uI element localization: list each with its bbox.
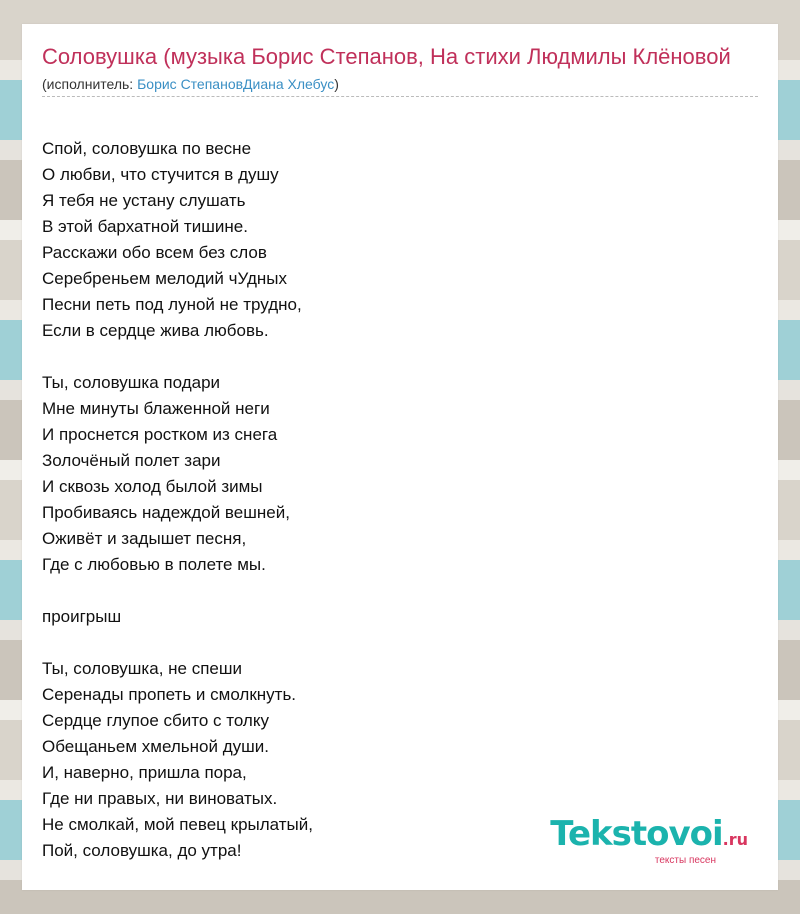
song-header [42, 42, 758, 97]
lyric-line: Не смолкай, мой певец крылатый, [42, 815, 313, 834]
lyric-line: О любви, что стучится в душу [42, 165, 279, 184]
lyric-line: Пробиваясь надеждой вешней, [42, 503, 290, 522]
lyric-line: Оживёт и задышет песня, [42, 529, 247, 548]
lyric-line: Песни петь под луной не трудно, [42, 295, 302, 314]
lyric-line: Где ни правых, ни виноватых. [42, 789, 278, 808]
lyrics-card [22, 24, 778, 890]
performer-suffix: ) [334, 76, 339, 92]
logo-wordmark [550, 814, 748, 857]
lyric-line: В этой бархатной тишине. [42, 217, 248, 236]
logo-tld: .ru [722, 830, 748, 849]
performer-prefix: (исполнитель: [42, 76, 138, 92]
lyric-line: Серенады пропеть и смолкнуть. [42, 685, 297, 704]
logo-name: Tekstovoi [550, 814, 723, 854]
lyric-line: проигрыш [42, 607, 122, 626]
lyric-line: Расскажи обо всем без слов [42, 243, 267, 262]
lyric-line: Ты, соловушка, не спеши [42, 659, 243, 678]
lyric-line: Спой, соловушка по весне [42, 139, 252, 158]
lyric-line: И сквозь холод былой зимы [42, 477, 263, 496]
lyric-line: Я тебя не устану слушать [42, 191, 246, 210]
logo-tagline: тексты песен [654, 855, 716, 866]
performer-line [42, 76, 758, 97]
lyric-line: Серебреньем мелодий чУдных [42, 269, 287, 288]
lyric-line: Если в сердце жива любовь. [42, 321, 269, 340]
lyric-line: Ты, соловушка подари [42, 373, 221, 392]
song-title: Соловушка (музыка Борис Степанов, На стихи Людмилы Клёновой [42, 44, 731, 69]
lyric-line: Обещаньем хмельной души. [42, 737, 269, 756]
lyric-line: Сердце глупое сбито с толку [42, 711, 269, 730]
lyric-blank-line [42, 578, 758, 604]
lyric-line: Мне минуты блаженной неги [42, 399, 270, 418]
lyric-blank-line [42, 630, 758, 656]
lyric-line: Пой, соловушка, до утра! [42, 841, 242, 860]
performer-link[interactable]: Борис СтепановДиана Хлебус [137, 76, 335, 92]
site-logo[interactable] [550, 814, 748, 866]
lyric-blank-line [42, 344, 758, 370]
lyrics-text [42, 136, 758, 864]
lyric-line: Где с любовью в полете мы. [42, 555, 266, 574]
lyric-line: И, наверно, пришла пора, [42, 763, 247, 782]
lyric-line: И проснется ростком из снега [42, 425, 278, 444]
lyric-line: Золочёный полет зари [42, 451, 221, 470]
